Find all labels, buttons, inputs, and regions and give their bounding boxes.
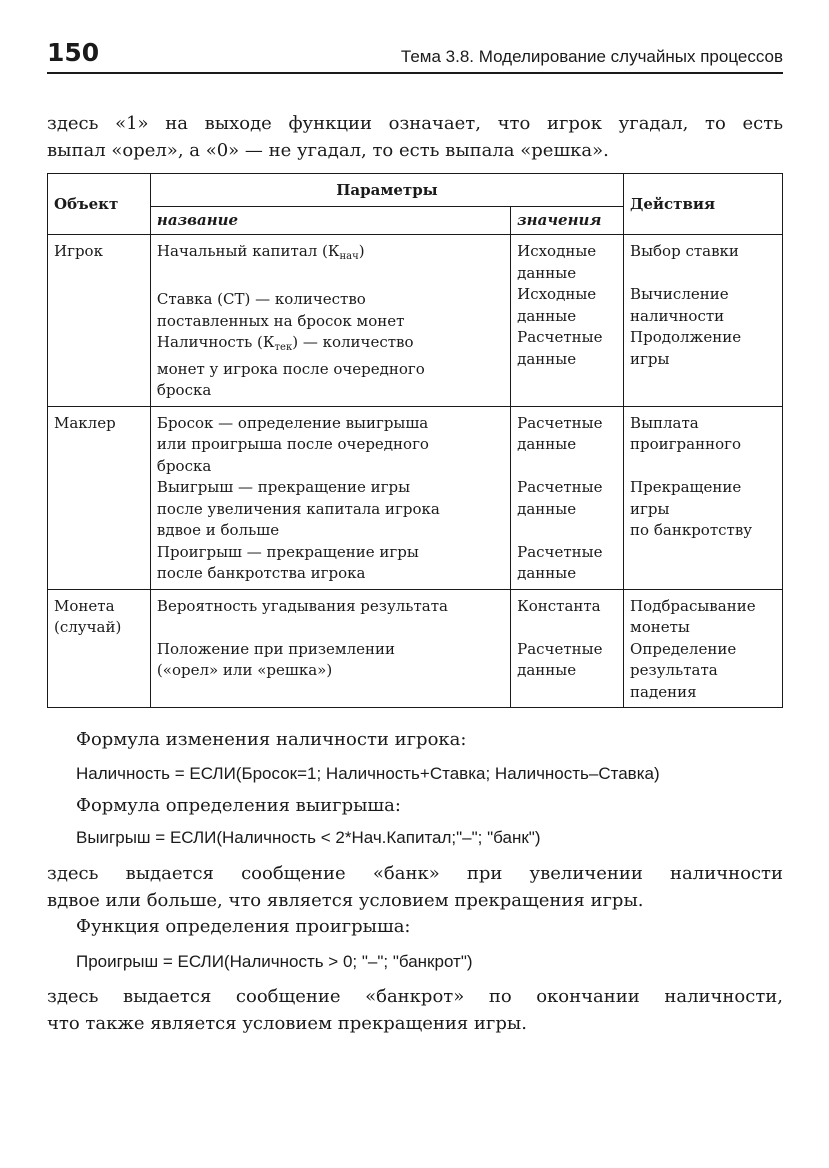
param-name-line: Наличность $(К_{тек})$ — количество [156, 333, 414, 353]
action-line: Подбрасывание [630, 596, 756, 615]
loss-note-paragraph [47, 983, 783, 1037]
action-cell [624, 406, 783, 589]
action-line: результата [630, 661, 718, 679]
formula-balance: Наличность = ЕСЛИ(Бросок=1; Наличность+Ставка; Наличность–Ставка) [76, 764, 660, 783]
action-line: Выбор ставки [630, 242, 739, 260]
action-line: Определение [630, 639, 737, 658]
object-cell [48, 235, 151, 407]
param-name-line: после банкротства игрока [156, 564, 366, 582]
param-name-line: Проигрыш — прекращение игры [156, 542, 419, 561]
param-value-line: данные [517, 349, 577, 368]
intro-paragraph [47, 110, 783, 164]
parameters-table [47, 173, 783, 708]
param-value-line: Константа [517, 596, 601, 615]
param-value-line: данные [517, 564, 577, 582]
action-line: по банкротству [630, 521, 753, 539]
win-note-paragraph [47, 860, 783, 914]
action-line: игры [630, 349, 670, 368]
param-name-line: броска [156, 381, 212, 399]
running-title: Тема 3.8. Моделирование случайных процессов [400, 47, 783, 66]
section-heading-loss: Функция определения проигрыша: [76, 916, 411, 937]
param-value-line: данные [517, 263, 577, 282]
action-line: падения [630, 682, 697, 701]
param-name-line: («орел» или «решка») [156, 661, 333, 679]
param-value-cell [511, 235, 624, 407]
blank-line [630, 263, 776, 285]
param-value-line: Расчетные [517, 542, 603, 561]
intro-line-1: здесь «1» на выходе функции означает, что игрок угадал, то есть [47, 113, 783, 134]
header-object: Объект [48, 174, 151, 235]
param-name-line: или проигрыша после очередного [156, 435, 429, 453]
param-name-line: монет у игрока после очередного [156, 359, 425, 378]
action-line: Прекращение [630, 478, 742, 496]
section-heading-balance: Формула изменения наличности игрока: [76, 729, 467, 750]
param-value-line: Расчетные [517, 413, 603, 432]
object-label: Игрок [54, 242, 103, 260]
param-value-cell [511, 406, 624, 589]
loss-note-line-2: что также является условием прекращения игры. [47, 1013, 527, 1034]
action-line: проигранного [630, 435, 741, 453]
header-name: название [150, 206, 510, 235]
action-line: Вычисление [630, 285, 729, 303]
header-params: Параметры [150, 174, 623, 207]
param-name-line: Начальный капитал $(К_{нач})$ [156, 242, 365, 262]
blank-line [517, 617, 617, 639]
loss-note-line-1: здесь выдается сообщение «банкрот» по окончании наличности, [47, 986, 783, 1007]
blank-line [517, 520, 617, 542]
formula-loss: Проигрыш = ЕСЛИ(Наличность > 0; "–"; "банкрот") [76, 952, 473, 971]
param-value-cell [511, 589, 624, 708]
param-name-cell [150, 235, 510, 407]
param-name-line: Ставка (СТ) — количество [156, 290, 366, 308]
header-values: значения [511, 206, 624, 235]
action-line: Выплата [630, 413, 699, 432]
table-row-coin [48, 589, 783, 708]
blank-line [157, 617, 504, 639]
object-cell [48, 589, 151, 708]
object-cell [48, 406, 151, 589]
object-label: (случай) [54, 618, 122, 636]
param-name-line: Выигрыш — прекращение игры [156, 478, 411, 496]
param-value-line: Исходные [517, 242, 597, 260]
param-value-line: Исходные [517, 285, 597, 303]
param-name-line: Бросок — определение выигрыша [156, 413, 429, 432]
page-header [47, 38, 783, 74]
header-actions: Действия [624, 174, 783, 235]
param-name-cell [150, 406, 510, 589]
action-cell [624, 235, 783, 407]
table-row-broker [48, 406, 783, 589]
action-line: монеты [630, 618, 690, 636]
action-cell [624, 589, 783, 708]
action-line: Продолжение [630, 328, 742, 346]
param-name-line: поставленных на бросок монет [156, 311, 405, 330]
param-value-line: Расчетные [517, 478, 603, 496]
param-name-line: вдвое и больше [156, 521, 280, 539]
intro-line-2: выпал «орел», а «0» — не угадал, то есть выпала «решка». [47, 140, 609, 161]
table-row-player [48, 235, 783, 407]
action-line: игры [630, 499, 670, 518]
win-note-line-1: здесь выдается сообщение «банк» при увеличении наличности [47, 863, 783, 884]
blank-line [630, 456, 776, 478]
page-number: 150 [47, 38, 100, 67]
param-value-line: данные [517, 435, 577, 453]
param-name-cell [150, 589, 510, 708]
section-heading-win: Формула определения выигрыша: [76, 795, 401, 816]
object-label: Монета [54, 596, 115, 615]
param-name-line: Положение при приземлении [156, 639, 395, 658]
param-value-line: Расчетные [517, 639, 603, 658]
param-name-line: после увеличения капитала игрока [156, 499, 440, 518]
param-value-line: данные [517, 499, 577, 518]
blank-line [157, 268, 504, 290]
param-value-line: данные [517, 306, 577, 325]
param-name-line: броска [156, 456, 212, 475]
formula-win: Выигрыш = ЕСЛИ(Наличность < 2*Нач.Капитал;"–"; "банк") [76, 828, 541, 847]
blank-line [517, 456, 617, 478]
param-name-line: Вероятность угадывания результата [156, 596, 448, 615]
param-value-line: данные [517, 661, 577, 679]
action-line: наличности [630, 306, 725, 325]
object-label: Маклер [54, 413, 116, 432]
win-note-line-2: вдвое или больше, что является условием прекращения игры. [47, 890, 644, 911]
param-value-line: Расчетные [517, 328, 603, 346]
